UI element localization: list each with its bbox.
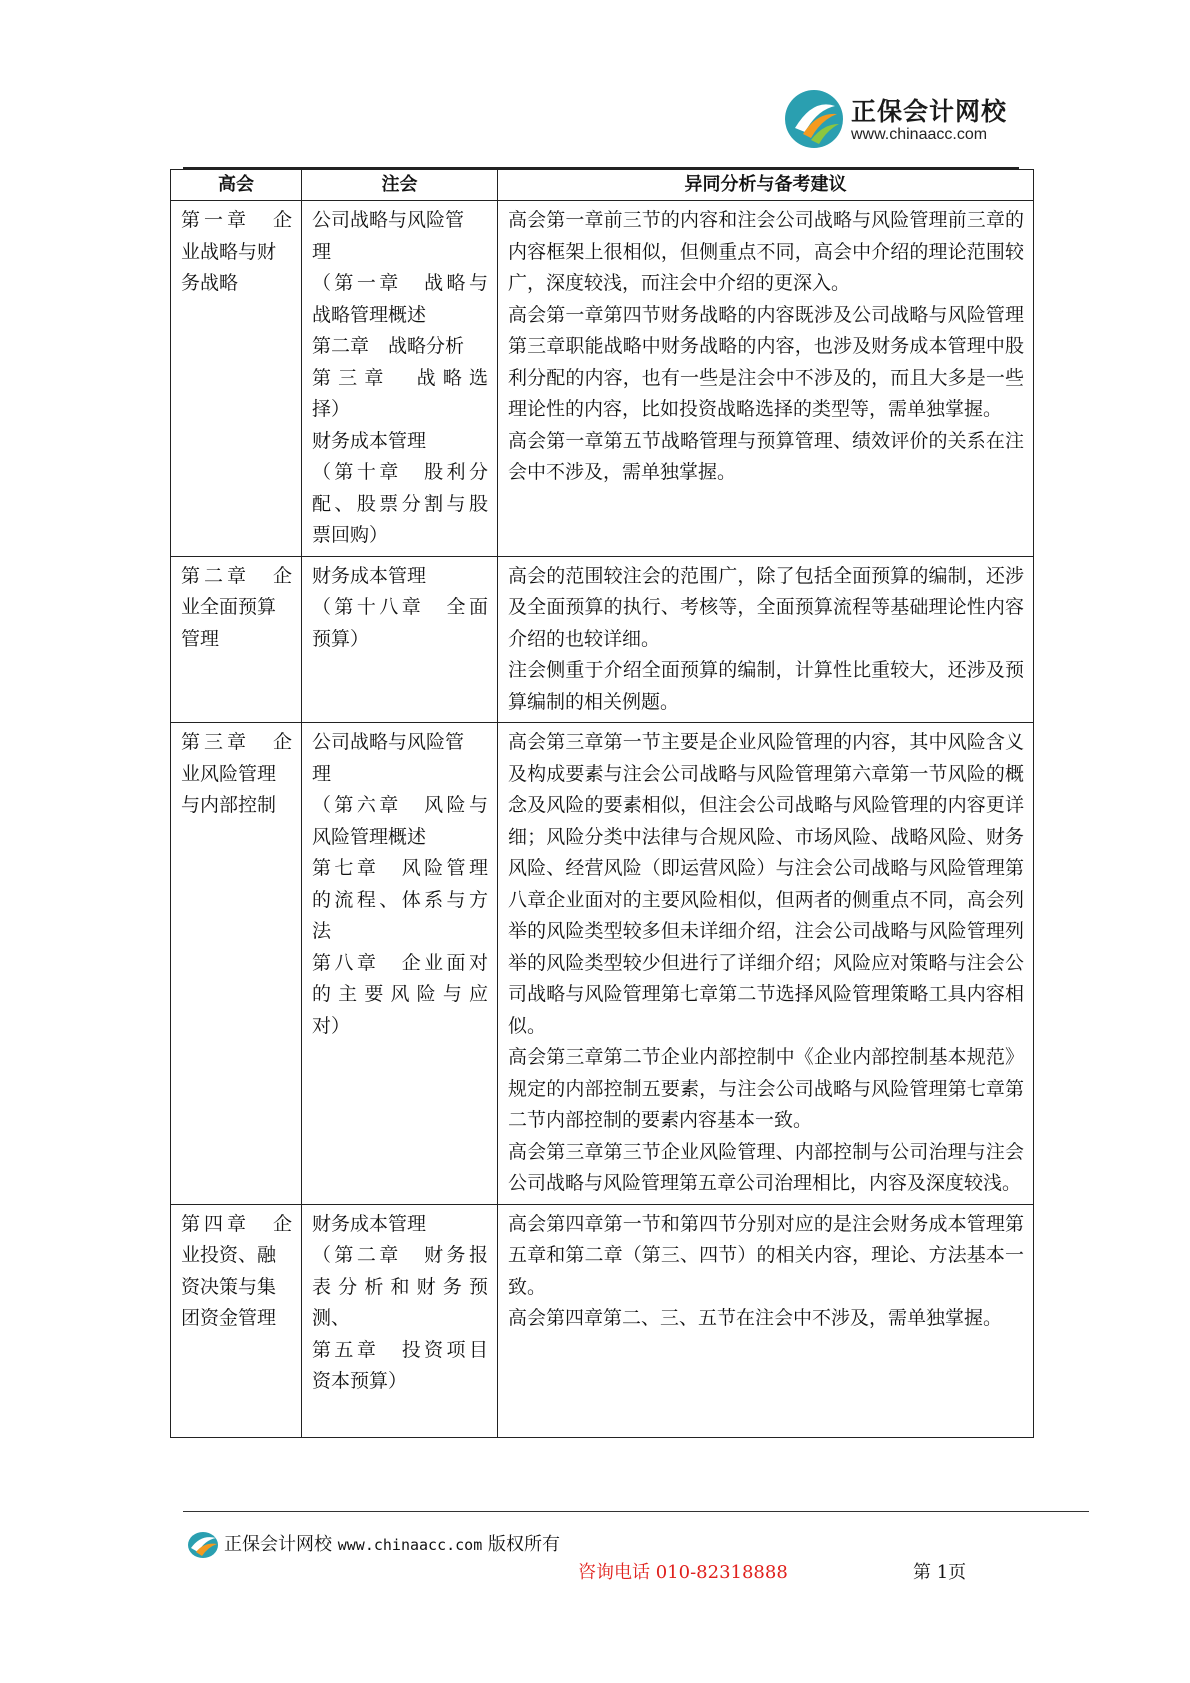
cell-line: 管理	[181, 627, 220, 650]
gaohui-cell	[171, 201, 302, 557]
table-row	[171, 1204, 1034, 1437]
cell-line: 第七章 风险管理	[312, 857, 488, 879]
cell-line: 财务成本管理	[312, 564, 427, 587]
cell-line: 业全面预算	[181, 596, 277, 618]
header-analysis: 异同分析与备考建议	[498, 170, 1034, 201]
zhuhui-cell	[302, 1204, 498, 1437]
cell-line: （第十章 股利分	[312, 461, 488, 483]
cell-line: 团资金管理	[181, 1307, 277, 1329]
page-number: 第 1页	[913, 1562, 967, 1583]
analysis-paragraph: 高会第四章第二、三、五节在注会中不涉及，需单独掌握。	[508, 1307, 1003, 1329]
table-row	[171, 201, 1034, 557]
cell-line: 第五章 投资项目	[312, 1338, 488, 1361]
cell-line: 业投资、融	[181, 1244, 277, 1266]
analysis-cell	[498, 1204, 1034, 1437]
cell-line: 第一章 企	[181, 209, 292, 231]
analysis-paragraph: 高会第一章第五节战略管理与预算管理、绩效评价的关系在注会中不涉及，需单独掌握。	[508, 429, 1024, 483]
table-row	[171, 723, 1034, 1205]
analysis-paragraph: 高会第四章第一节和第四节分别对应的是注会财务成本管理第五章和第二章（第三、四节）的相关内容，理论、方法基本一致。	[508, 1212, 1024, 1298]
cell-line: 财务成本管理	[312, 429, 427, 452]
cell-line: 风险管理概述	[312, 825, 427, 848]
cell-line: 务战略	[181, 272, 239, 294]
cell-line: 法	[312, 920, 332, 942]
cell-line: （第六章 风险与	[312, 794, 488, 816]
table-header-row	[171, 170, 1034, 201]
cell-line: （第二章 财务报	[312, 1244, 488, 1266]
cell-line: 财务成本管理	[312, 1212, 427, 1235]
analysis-paragraph: 高会第一章前三节的内容和注会公司战略与风险管理前三章的内容框架上很相似，但侧重点不同，高会中介绍的理论范围较广，深度较浅，而注会中介绍的更深入。	[508, 209, 1024, 294]
analysis-cell	[498, 723, 1034, 1205]
zhuhui-cell	[302, 723, 498, 1205]
logo-url: www.chinaacc.com	[851, 126, 988, 143]
footer-brand: 正保会计网校	[224, 1534, 332, 1555]
cell-line: 理	[312, 762, 332, 785]
gaohui-cell	[171, 556, 302, 723]
footer-phone: 咨询电话 010-82318888	[578, 1562, 788, 1583]
cell-line: 第四章 企	[181, 1212, 292, 1235]
cell-line: （第十八章 全面	[312, 596, 488, 618]
cell-line: 表分析和财务预	[312, 1275, 488, 1298]
cell-line: （第一章 战略与	[312, 272, 488, 294]
cell-line: 第二章 战略分析	[312, 335, 465, 357]
cell-line: 与内部控制	[181, 794, 277, 816]
footer-rule	[183, 1511, 1089, 1512]
footer-url[interactable]: www.chinaacc.com	[337, 1536, 483, 1554]
analysis-paragraph: 高会第三章第一节主要是企业风险管理的内容，其中风险含义及构成要素与注会公司战略与风险管理第六章第一节风险的概念及风险的要素相似，但注会公司战略与风险管理的内容更详细；风险分类中法律与合规风险、市场风险、战略风险、财务风险、经营风险（即运营风险）与注会公司战略与风险管理第八章企业面对的主要风险相似，但两者的侧重点不同，高会列举的风险类型较多但未详细介绍，注会公司战略与风险管理列举的风险类型较少但进行了详细介绍；风险应对策略与注会公司战略与风险管理第七章第二节选择风险管理策略工具内容相似。	[508, 731, 1024, 1037]
header-zhuhui: 注会	[302, 170, 498, 201]
comparison-table	[170, 169, 1034, 1438]
gaohui-cell	[171, 1204, 302, 1437]
cell-line: 资本预算）	[312, 1370, 408, 1392]
table-row	[171, 556, 1034, 723]
cell-line: 业战略与财	[181, 240, 277, 263]
cell-line: 测、	[312, 1307, 351, 1329]
cell-line: 业风险管理	[181, 762, 277, 785]
logo-brand-name: 正保会计网校	[851, 97, 1008, 126]
analysis-paragraph: 高会第三章第三节企业风险管理、内部控制与公司治理与注会公司战略与风险管理第五章公司治理相比，内容及深度较浅。	[508, 1140, 1024, 1194]
cell-line: 资决策与集	[181, 1275, 277, 1298]
analysis-paragraph: 高会第一章第四节财务战略的内容既涉及公司战略与风险管理第三章职能战略中财务战略的内容，也涉及财务成本管理中股利分配的内容，也有一些是注会中不涉及的，而且大多是一些理论性的内容，比如投资战略选择的类型等，需单独掌握。	[508, 303, 1024, 420]
gaohui-cell	[171, 723, 302, 1205]
cell-line: 票回购）	[312, 524, 389, 546]
cell-line: 的主要风险与应	[312, 983, 488, 1005]
cell-line: 第三章 战略选	[312, 366, 488, 389]
cell-line: 第三章 企	[181, 731, 292, 753]
zhuhui-cell	[302, 556, 498, 723]
cell-line: 公司战略与风险管	[312, 209, 465, 231]
analysis-paragraph: 注会侧重于介绍全面预算的编制，计算性比重较大，还涉及预算编制的相关例题。	[508, 659, 1024, 713]
cell-line: 对）	[312, 1014, 351, 1037]
cell-line: 择）	[312, 398, 351, 420]
header-gaohui: 高会	[171, 170, 302, 201]
zhuhui-cell	[302, 201, 498, 557]
footer-brand-line	[224, 1530, 560, 1556]
analysis-cell	[498, 556, 1034, 723]
cell-line: 战略管理概述	[312, 303, 427, 326]
cell-line: 公司战略与风险管	[312, 731, 465, 753]
cell-line: 配、股票分割与股	[312, 492, 488, 515]
footer-rights: 版权所有	[487, 1534, 560, 1555]
chinaacc-logo-icon	[783, 88, 845, 150]
footer-logo-icon	[186, 1528, 220, 1560]
analysis-cell	[498, 201, 1034, 557]
cell-line: 的流程、体系与方	[312, 888, 488, 911]
header-logo	[783, 88, 1008, 154]
analysis-paragraph: 高会第三章第二节企业内部控制中《企业内部控制基本规范》规定的内部控制五要素，与注会公司战略与风险管理第七章第二节内部控制的要素内容基本一致。	[508, 1046, 1024, 1131]
cell-line: 第二章 企	[181, 564, 292, 587]
analysis-paragraph: 高会的范围较注会的范围广，除了包括全面预算的编制，还涉及全面预算的执行、考核等，全面预算流程等基础理论性内容介绍的也较详细。	[508, 564, 1024, 650]
cell-line: 理	[312, 240, 332, 263]
cell-line: 第八章 企业面对	[312, 951, 488, 974]
cell-line: 预算）	[312, 627, 370, 650]
